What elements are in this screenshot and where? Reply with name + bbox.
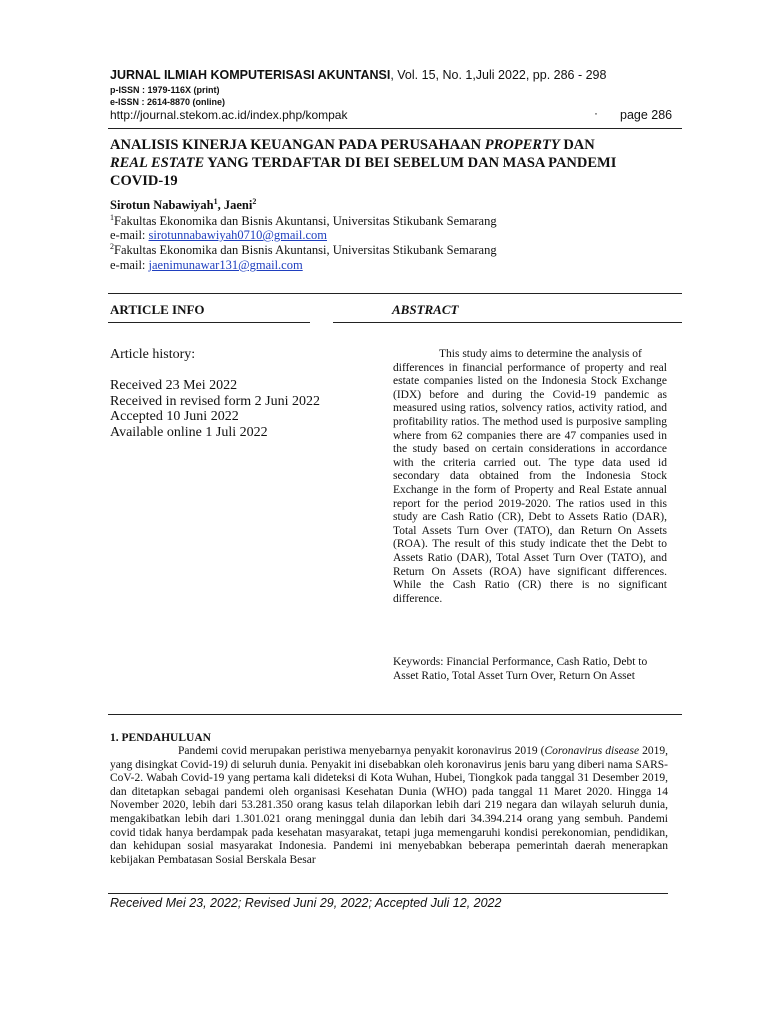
abstract-keywords: Keywords: Financial Performance, Cash Ratio, Debt to Asset Ratio, Total Asset Turn Over, Return On Asset xyxy=(393,656,648,682)
article-history-dates xyxy=(110,378,320,440)
revised-date: Received in revised form 2 Juni 2022 xyxy=(110,393,320,409)
eissn-label: e-ISSN : xyxy=(110,97,148,107)
email-line-2: e-mail: jaenimunawar131@gmail.com xyxy=(110,258,303,272)
eissn-value: 2614-8870 (online) xyxy=(147,97,226,107)
abstract-first-line: This study aims to determine the analysis of xyxy=(439,348,642,360)
article-title: ANALISIS KINERJA KEUANGAN PADA PERUSAHAAN PROPERTY DAN REAL ESTATE YANG TERDAFTAR DI BEI SEBELUM DAN MASA PANDEMI COVID-19 xyxy=(110,137,617,189)
page-number: page 286 xyxy=(620,108,673,122)
pissn-line xyxy=(110,85,220,95)
article-info-underline xyxy=(108,322,310,323)
online-date: Available online 1 Juli 2022 xyxy=(110,424,268,440)
pissn-label: p-ISSN : xyxy=(110,85,148,95)
header-divider xyxy=(108,128,682,129)
abstract-bottom-divider xyxy=(108,714,682,715)
journal-header xyxy=(110,68,606,82)
received-date: Received 23 Mei 2022 xyxy=(110,378,238,393)
author-2-email-link[interactable]: jaenimunawar131@gmail.com xyxy=(148,258,303,272)
author-2: , Jaeni xyxy=(217,198,253,212)
author-1-email-link[interactable]: sirotunnabawiyah0710@gmail.com xyxy=(148,228,328,242)
section-heading: 1. PENDAHULUAN xyxy=(110,732,211,744)
journal-name: JURNAL ILMIAH KOMPUTERISASI AKUNTANSI xyxy=(110,68,391,82)
accepted-date: Accepted 10 Juni 2022 xyxy=(110,409,239,424)
abstract-text xyxy=(393,348,667,606)
eissn-line xyxy=(110,97,225,107)
author-1: Sirotun Nabawiyah xyxy=(110,198,214,212)
journal-details: , Vol. 15, No. 1,Juli 2022, pp. 286 - 298 xyxy=(390,68,607,82)
info-top-divider xyxy=(108,293,682,294)
abstract-underline xyxy=(333,322,682,323)
header-bullet: · xyxy=(594,106,598,120)
abstract-body: differences in financial performance of property and real estate companies listed on the Indonesia Stock Exchange (IDX) before and during the Covid-19 pandemic as measured using ratios, solvency ratios, activity ratiod, and profitability ratios. The method used is purposive sampling where from 62 companies there are 47 companies used in the study based on certain considerations in accordance with the criteria carried out. The type data used id secondary data obtained from the Indonesia Stock Exchange in the form of Property and Real Estate annual report for the period 2019-2020. The ratios used in this study are Cash Ratio (CR), Debt to Assets Ratio (DAR), Total Assets Turn Over (TATO), dan Return On Assets (ROA). The result of this study indicate thet the Debt to Assets Ratio (DAR), Total Asset Turn Over (TATO), and Return On Assets (ROA) have significant differences. While the Cash Ratio (CR) there is no significant difference. xyxy=(393,361,667,605)
section-paragraph: Pandemi covid merupakan peristiwa menyebarnya penyakit koronavirus 2019 (Coronavirus disease 2019, yang disingkat Covid-19) di seluruh dunia. Penyakit ini disebabkan oleh koronavirus jenis baru yang diberi nama SARS-CoV-2. Wabah Covid-19 yang pertama kali dideteksi di Kota Wuhan, Hubei, Tiongkok pada tanggal 31 Desember 2019, dan ditetapkan sebagai pandemi oleh organisasi Kesehatan Dunia (WHO) pada tanggal 11 Maret 2020. Hingga 14 November 2020, lebih dari 53.281.350 orang kasus telah dilaporkan lebih dari 219 negara dan wilayah seluruh dunia, mengakibatkan lebih dari 1.301.021 orang meninggal dunia dan lebih dari 34.394.214 orang yang sembuh. Pandemi covid tidak hanya berdampak pada kesehatan masyarakat, tetapi juga memengaruhi kondisi perekonomian, pendidikan, dan kehidupan sosial masyarakat Indonesia. Pandemi ini menyebabkan beberapa pemerintah daerah menerapkan kebijakan Pembatasan Sosial Berskala Besar xyxy=(110,745,669,866)
footer-text: Received Mei 23, 2022; Revised Juni 29, 2022; Accepted Juli 12, 2022 xyxy=(110,896,502,910)
article-history-label: Article history: xyxy=(110,347,196,362)
pissn-value: 1979-116X (print) xyxy=(147,85,220,95)
abstract-heading: ABSTRACT xyxy=(392,302,459,317)
article-info-heading: ARTICLE INFO xyxy=(110,302,205,317)
email-line-1: e-mail: sirotunnabawiyah0710@gmail.com xyxy=(110,228,328,242)
footer-divider xyxy=(108,893,668,894)
affiliation-2: $^2$Fakultas Ekonomika dan Bisnis Akuntansi, Universitas Stikubank Semarang xyxy=(110,241,497,257)
authors-line: Sirotun Nabawiyah$^1$, Jaeni$^2$ xyxy=(110,196,257,212)
journal-url[interactable]: http://journal.stekom.ac.id/index.php/kompak xyxy=(110,108,348,122)
affiliation-1: $^1$Fakultas Ekonomika dan Bisnis Akuntansi, Universitas Stikubank Semarang xyxy=(110,212,497,228)
